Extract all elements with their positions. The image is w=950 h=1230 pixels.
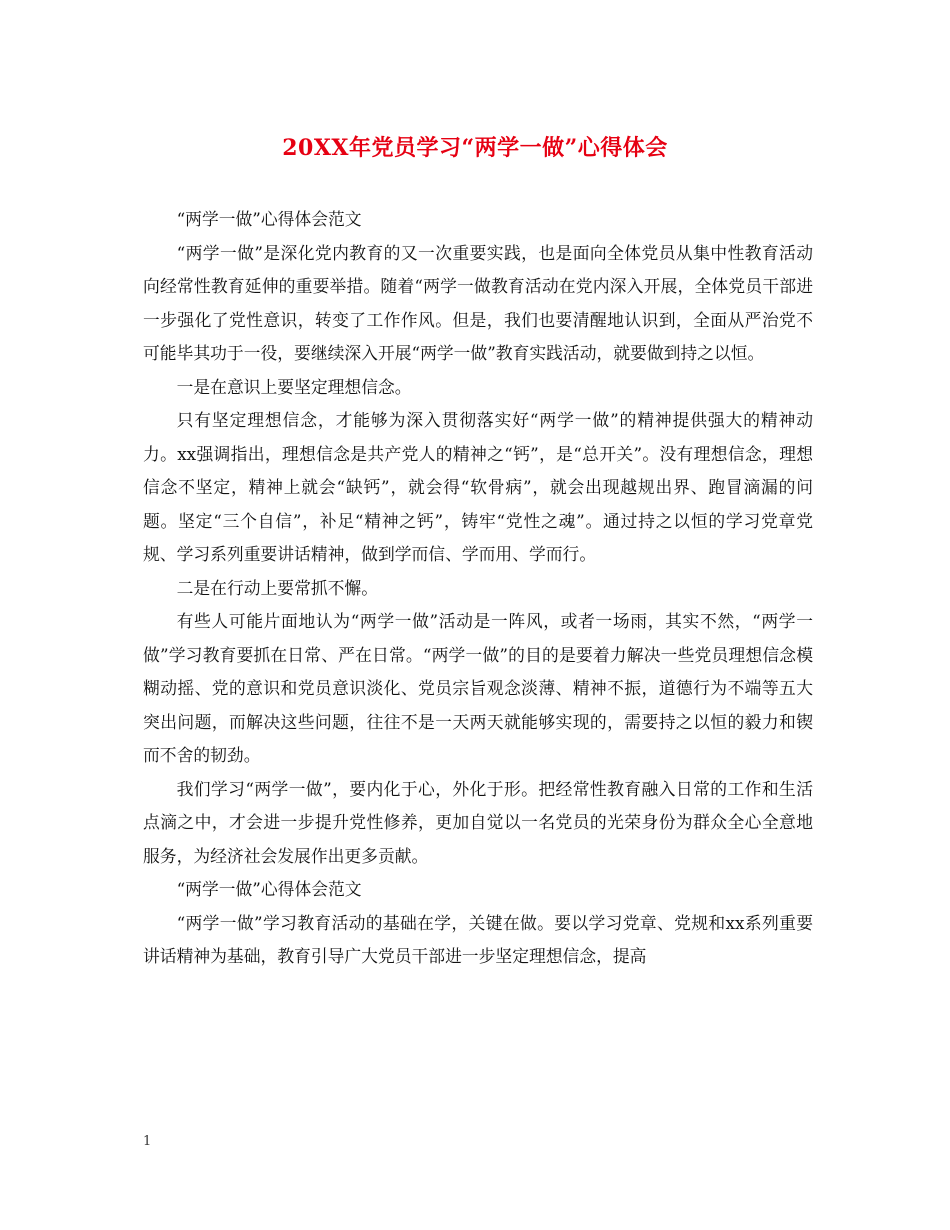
paragraph-intro: “两学一做”是深化党内教育的又一次重要实践，也是面向全体党员从集中性教育活动向经常性教育延伸的重要举措。随着“两学一做教育活动在党内深入开展，全体党员干部进一步强化了党性意识，转变了工作作风。但是，我们也要清醒地认识到，全面从严治党不可能毕其功于一役，要继续深入开展“两学一做”教育实践活动，就要做到持之以恒。 <box>143 242 813 363</box>
page-number: 1 <box>143 1134 152 1149</box>
paragraph-point-2-body: 有些人可能片面地认为“两学一做”活动是一阵风，或者一场雨，其实不然，“两学一做”学习教育要抓在日常、严在日常。“两学一做”的目的是要着力解决一些党员理想信念模糊动摇、党的意识和党员意识淡化、党员宗旨观念淡薄、精神不振，道德行为不端等五大突出问题，而解决这些问题，往往不是一天两天就能够实现的，需要持之以恒的毅力和锲而不舍的韧劲。 <box>143 611 813 765</box>
paragraph-conclusion: 我们学习“两学一做”，要内化于心，外化于形。把经常性教育融入日常的工作和生活点滴之中，才会进一步提升党性修养，更加自觉以一名党员的光荣身份为群众全心全意地服务，为经济社会发展作出更多贡献。 <box>143 778 813 866</box>
paragraph-second-essay-start: “两学一做”学习教育活动的基础在学，关键在做。要以学习党章、党规和xx系列重要讲话精神为基础，教育引导广大党员干部进一步坚定理想信念，提高 <box>143 912 813 966</box>
paragraph-subheading-1: “两学一做”心得体会范文 <box>176 209 362 229</box>
paragraph-subheading-2: “两学一做”心得体会范文 <box>176 879 362 899</box>
paragraph-point-2-heading: 二是在行动上要常抓不懈。 <box>176 577 378 598</box>
paragraph-point-1-heading: 一是在意识上要坚定理想信念。 <box>176 376 412 397</box>
document-body <box>143 203 813 974</box>
paragraph-point-1-body: 只有坚定理想信念，才能够为深入贯彻落实好“两学一做”的精神提供强大的精神动力。xx强调指出，理想信念是共产党人的精神之“钙”，是“总开关”。没有理想信念，理想信念不坚定，精神上就会“缺钙”，就会得“软骨病”，就会出现越规出界、跑冒滴漏的问题。坚定“三个自信”，补足“精神之钙”，铸牢“党性之魂”。通过持之以恒的学习党章党规、学习系列重要讲话精神，做到学而信、学而用、学而行。 <box>143 410 813 564</box>
document-title: 20XX年党员学习“两学一做”心得体会 <box>282 135 668 161</box>
